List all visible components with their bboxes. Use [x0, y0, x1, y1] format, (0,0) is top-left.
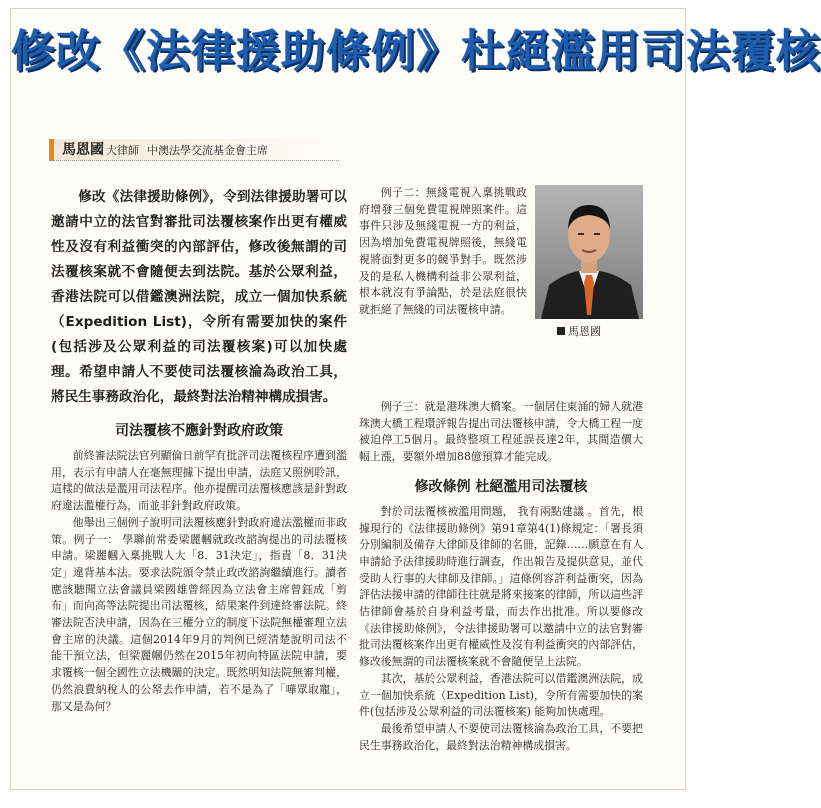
right-column — [359, 185, 643, 754]
photo-block — [359, 185, 643, 399]
body-paragraph: 他舉出三個例子說明司法覆核應針對政府違法濫權而非政策。例子一： 學聯前常委梁麗幗就政改諮詢提出的司法覆核申請。梁麗幗入稟挑戰人大「8．31決定」，指責「8．31決定」違背基本法。要求法院頒令禁止政改諮詢繼續進行。讀者應該聽聞立法會議員梁國雄曾經因為立法會主席曾鈺成「剪布」而向高等法院提出司法覆核，結果案件到達終審法院。終審法院否決申請，因為在三權分立的制度下法院無權審理立法會主席的決議。這個2014年9月的判例已經清楚說明司法不能干預立法，但梁麗幗仍然在2015年初向特區法院申請，要求覆核一個全國性立法機關的決定。既然明知法院無審判權，仍然浪費納稅人的公帑去作申請，若不是為了「嘩眾取寵」，那又是為何？ — [51, 515, 347, 713]
byline-org: 中澳法學交流基金會主席 — [147, 144, 268, 157]
photo-caption-text: 馬恩國 — [568, 325, 601, 338]
byline-role: 大律師 — [106, 144, 139, 157]
body-paragraph: 例子二：無綫電視入稟挑戰政府增發三個免費電視牌照案件。這事件只涉及無綫電視一方的利益，因為增加免費電視牌照後，無綫電視將面對更多的競爭對手。既然涉及的是私人機構利益非公眾利益，根本就沒有爭論點，於是法庭很快就拒絕了無綫的司法覆核申請。 — [359, 186, 527, 316]
byline-divider — [49, 160, 339, 161]
caption-square-icon — [557, 327, 565, 335]
right-section-heading: 修改條例 杜絕濫用司法覆核 — [414, 478, 588, 495]
headline: 修改《法律援助條例》杜絕濫用司法覆核 — [11, 26, 821, 77]
author-photo — [535, 185, 643, 319]
newspaper-page — [10, 8, 821, 790]
left-section-heading: 司法覆核不應針對政府政策 — [115, 423, 283, 439]
photo-caption — [535, 323, 643, 339]
body-paragraph: 對於司法覆核被濫用問題， 我有兩點建議 。首先，根據現行的《法律援助條例》第91章第4(1)條規定：「署長須分別編制及備存大律師及律師的名冊，記錄……願意在有人申請給予法律援助時進行調查，作出報告及提供意見，並代受助人行事的大律師及律師。」這條例容許利益衝突，因為評估法援申請的律師往往就是將來接案的律師，所以這些評估律師會基於自身利益考量，而去作出批准。所以要修改《法律援助條例》，令法律援助署可以邀請中立的法官對審批司法覆核案作出更有權威性及沒有利益衝突的內部評估，修改後無謂的司法覆核案就不會隨便呈上法院。 — [359, 504, 643, 669]
byline-author: 馬恩國 — [62, 142, 104, 158]
lead-paragraph: 修改《法律援助條例》，令到法律援助署可以邀請中立的法官對審批司法覆核案作出更有權威性及沒有利益衝突的內部評估，修改後無謂的司法覆核案就不會隨便去到法院。基於公眾利益，香港法院可以借鑑澳洲法院，成立一個加快系統（Expedition List)，令所有需要加快的案件(包括涉及公眾利益的司法覆核案)可以加快處理。希望申請人不要使司法覆核淪為政治工具，將民生事務政治化，最終對法治精神構成損害。 — [51, 189, 347, 405]
left-column — [51, 185, 347, 715]
body-paragraph: 其次，基於公眾利益，香港法院可以借鑑澳洲法院，成立一個加快系統（Expedition List)，令所有需要加快的案件(包括涉及公眾利益的司法覆核案) 能夠加快處理。 — [359, 671, 643, 719]
body-paragraph: 前終審法院法官列顯倫日前罕有批評司法覆核程序遭到濫用，表示有申請人在毫無理據下提出申請，法庭又照例聆訊，這樣的做法是濫用司法程序。他亦提醒司法覆核應該是針對政府違法濫權行為，而並非針對政府政策。 — [51, 449, 347, 513]
body-paragraph: 最後希望申請人不要使司法覆核淪為政治工具，不要把民生事務政治化，最終對法治精神構成損害。 — [359, 721, 643, 752]
body-paragraph: 例子三：就是港珠澳大橋案。一個居住東涌的婦人就港珠澳大橋工程環評報告提出司法覆核申請，令大橋工程一度被迫停工5個月。最終整項工程延誤長達2年，其間造價大幅上漲，要額外增加88億預算才能完成。 — [359, 400, 643, 464]
portrait-image — [535, 185, 643, 319]
byline — [49, 139, 339, 161]
